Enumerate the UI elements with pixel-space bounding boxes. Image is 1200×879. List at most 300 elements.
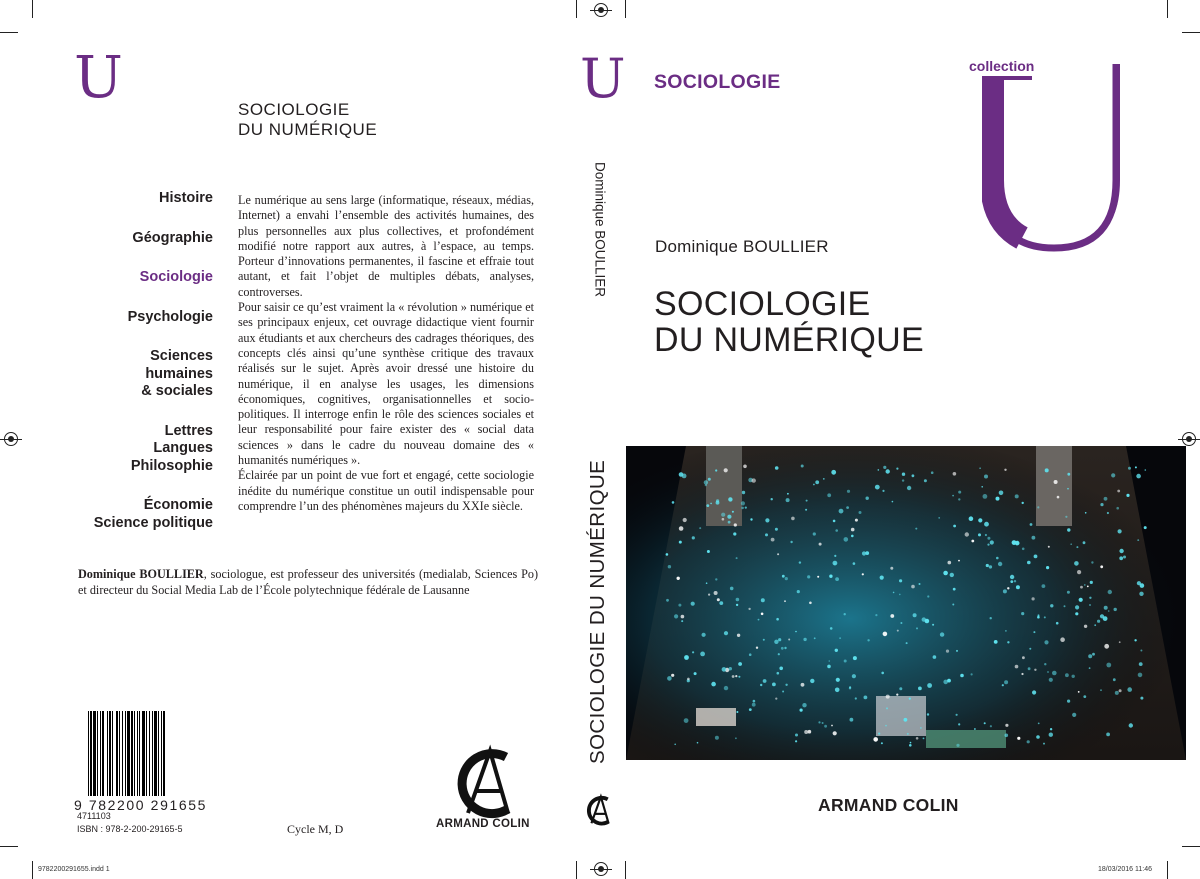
- phone-light-dot: [687, 678, 690, 681]
- phone-light-dot: [844, 660, 847, 663]
- phone-light-dot: [990, 725, 992, 727]
- phone-light-dot: [829, 575, 832, 578]
- phone-light-dot: [817, 576, 819, 578]
- phone-light-dot: [763, 679, 767, 683]
- phone-light-dot: [1037, 616, 1040, 619]
- crop-mark: [1167, 0, 1168, 18]
- phone-light-dot: [1002, 684, 1004, 686]
- isbn: ISBN : 978-2-200-29165-5: [77, 824, 183, 834]
- phone-light-dot: [1075, 605, 1079, 609]
- phone-light-dot: [771, 498, 773, 500]
- publisher-name-back: ARMAND COLIN: [436, 818, 530, 830]
- phone-light-dot: [1114, 608, 1117, 611]
- phone-light-dot: [953, 588, 956, 591]
- phone-light-dot: [986, 564, 989, 567]
- phone-light-dot: [873, 737, 878, 742]
- phone-light-dot: [1108, 590, 1112, 594]
- phone-light-dot: [1108, 610, 1110, 612]
- phone-light-dot: [1057, 496, 1060, 499]
- phone-light-dot: [775, 466, 779, 470]
- phone-light-dot: [866, 497, 869, 500]
- phone-light-dot: [1043, 743, 1045, 745]
- phone-light-dot: [984, 475, 988, 479]
- phone-light-dot: [699, 527, 701, 529]
- phone-light-dot: [965, 532, 969, 536]
- phone-light-dot: [1119, 549, 1123, 553]
- phone-light-dot: [716, 499, 719, 502]
- phone-light-dot: [1137, 539, 1139, 541]
- phone-light-dot: [958, 498, 960, 500]
- phone-light-dot: [881, 672, 884, 675]
- phone-light-dot: [835, 529, 838, 532]
- phone-light-dot: [974, 728, 976, 730]
- phone-light-dot: [1067, 528, 1070, 531]
- phone-light-dot: [990, 540, 994, 544]
- phone-light-dot: [996, 497, 1000, 501]
- phone-light-dot: [799, 561, 801, 563]
- phone-light-dot: [851, 535, 854, 538]
- armand-colin-logo-icon: [446, 743, 530, 821]
- barcode: [74, 711, 207, 813]
- phone-light-dot: [987, 544, 989, 546]
- phone-light-dot: [1042, 584, 1046, 588]
- phone-light-dot: [844, 537, 849, 542]
- phone-light-dot: [784, 600, 786, 602]
- phone-light-dot: [1065, 516, 1067, 518]
- phone-light-dot: [881, 742, 883, 744]
- phone-light-dot: [896, 694, 898, 696]
- phone-light-dot: [668, 565, 671, 568]
- phone-light-dot: [679, 526, 684, 531]
- phone-light-dot: [918, 687, 922, 691]
- phone-light-dot: [1034, 669, 1036, 671]
- phone-light-dot: [724, 468, 728, 472]
- phone-light-dot: [691, 602, 695, 606]
- phone-light-dot: [885, 725, 887, 727]
- phone-light-dot: [760, 684, 762, 686]
- phone-light-dot: [1119, 556, 1123, 560]
- phone-light-dot: [1050, 604, 1053, 607]
- phone-light-dot: [801, 683, 805, 687]
- front-author: Dominique BOULLIER: [655, 237, 829, 256]
- phone-light-dot: [1027, 740, 1030, 743]
- phone-light-dot: [835, 649, 838, 652]
- phone-light-dot: [958, 723, 960, 725]
- phone-light-dot: [1022, 548, 1025, 551]
- discipline-label: Science politique: [93, 514, 213, 531]
- phone-light-dot: [925, 619, 930, 624]
- phone-light-dot: [1145, 469, 1147, 471]
- phone-light-dot: [681, 615, 685, 619]
- phone-light-dot: [732, 675, 735, 678]
- phone-light-dot: [960, 674, 964, 678]
- phone-light-dot: [847, 490, 850, 493]
- phone-light-dot: [1022, 656, 1025, 659]
- phone-light-dot: [717, 598, 720, 601]
- phone-light-dot: [835, 577, 839, 581]
- phone-light-dot: [734, 523, 737, 526]
- phone-light-dot: [938, 517, 940, 519]
- phone-light-dot: [1038, 723, 1040, 725]
- phone-light-dot: [906, 642, 908, 644]
- phone-light-dot: [1076, 546, 1078, 548]
- phone-light-dot: [859, 511, 862, 514]
- phone-light-dot: [1100, 689, 1102, 691]
- phone-light-dot: [1089, 597, 1091, 599]
- phone-light-dot: [745, 507, 747, 509]
- phone-light-dot: [846, 506, 849, 509]
- phone-light-dot: [1067, 473, 1070, 476]
- phone-light-dot: [1056, 622, 1059, 625]
- phone-light-dot: [1064, 605, 1066, 607]
- phone-light-dot: [927, 683, 932, 688]
- phone-light-dot: [950, 573, 954, 577]
- phone-light-dot: [737, 634, 740, 637]
- phone-light-dot: [1015, 665, 1019, 669]
- phone-light-dot: [742, 491, 745, 494]
- phone-light-dot: [1087, 586, 1089, 588]
- phone-light-dot: [738, 676, 740, 678]
- phone-light-dot: [1113, 678, 1116, 681]
- phone-light-dot: [1084, 625, 1087, 628]
- phone-light-dot: [722, 667, 727, 672]
- spine-author: [590, 152, 610, 312]
- phone-light-dot: [736, 604, 738, 606]
- discipline-label: Sciences: [150, 348, 213, 364]
- phone-light-dot: [978, 518, 982, 522]
- phone-light-dot: [781, 647, 784, 650]
- phone-light-dot: [836, 678, 840, 682]
- phone-light-dot: [711, 682, 716, 687]
- phone-light-dot: [1004, 680, 1008, 684]
- phone-light-dot: [940, 632, 944, 636]
- front-title-line-2: DU NUMÉRIQUE: [654, 321, 924, 359]
- phone-light-dot: [892, 501, 894, 503]
- phone-light-dot: [886, 707, 888, 709]
- phone-light-dot: [1033, 631, 1035, 633]
- phone-light-dot: [956, 744, 959, 747]
- phone-light-dot: [865, 551, 869, 555]
- phone-light-dot: [1100, 565, 1103, 568]
- phone-light-dot: [677, 577, 680, 580]
- phone-light-dot: [1097, 620, 1100, 623]
- phone-light-dot: [971, 540, 974, 543]
- phone-light-dot: [852, 674, 856, 678]
- phone-light-dot: [886, 695, 890, 699]
- phone-light-dot: [1119, 689, 1122, 692]
- phone-light-dot: [1092, 653, 1095, 656]
- phone-light-dot: [741, 501, 745, 505]
- phone-light-dot: [765, 533, 768, 536]
- phone-light-dot: [1090, 581, 1093, 584]
- phone-light-dot: [932, 624, 934, 626]
- phone-light-dot: [735, 737, 737, 739]
- phone-light-dot: [1119, 641, 1121, 643]
- barcode-digits: 9 782200 291655: [74, 797, 207, 813]
- phone-light-dot: [692, 651, 694, 653]
- crop-mark: [1182, 846, 1200, 847]
- phone-light-dot: [724, 631, 728, 635]
- phone-light-dot: [853, 562, 856, 565]
- phone-light-dot: [730, 587, 734, 591]
- phone-light-dot: [807, 575, 810, 578]
- phone-light-dot: [752, 478, 756, 482]
- phone-light-dot: [878, 733, 880, 735]
- phone-light-dot: [890, 614, 894, 618]
- phone-light-dot: [735, 675, 737, 677]
- phone-light-dot: [721, 513, 725, 517]
- phone-light-dot: [733, 532, 736, 535]
- spine-fold-mark: [576, 861, 577, 879]
- phone-light-dot: [710, 503, 712, 505]
- phone-light-dot: [1022, 502, 1024, 504]
- phone-light-dot: [851, 528, 855, 532]
- discipline-label: Philosophie: [130, 457, 213, 474]
- phone-light-dot: [795, 631, 797, 633]
- registration-mark-icon: [594, 3, 608, 17]
- phone-light-dot: [728, 521, 731, 524]
- phone-light-dot: [666, 553, 669, 556]
- phone-light-dot: [989, 565, 992, 568]
- discipline-list: [43, 190, 213, 554]
- phone-light-dot: [1083, 541, 1086, 544]
- phone-light-dot: [1044, 616, 1046, 618]
- phone-light-dot: [890, 567, 893, 570]
- phone-light-dot: [987, 537, 990, 540]
- phone-light-dot: [916, 627, 918, 629]
- phone-light-dot: [833, 520, 836, 523]
- phone-light-dot: [736, 711, 738, 713]
- barcode-bars: [88, 711, 194, 796]
- phone-light-dot: [893, 592, 895, 594]
- phone-light-dot: [758, 619, 760, 621]
- phone-light-dot: [1005, 734, 1009, 738]
- registration-mark-icon: [1182, 432, 1196, 446]
- phone-light-dot: [724, 686, 728, 690]
- phone-light-dot: [708, 594, 710, 596]
- phone-light-dot: [999, 491, 1004, 496]
- phone-light-dot: [1135, 466, 1137, 468]
- phone-light-dot: [911, 585, 915, 589]
- phone-light-dot: [839, 637, 841, 639]
- phone-light-dot: [1111, 473, 1115, 477]
- phone-light-dot: [743, 465, 747, 469]
- phone-light-dot: [883, 632, 888, 637]
- phone-light-dot: [985, 534, 987, 536]
- phone-light-dot: [1005, 630, 1007, 632]
- discipline-label: Langues: [153, 440, 213, 456]
- phone-light-dot: [831, 725, 833, 727]
- phone-light-dot: [683, 518, 687, 522]
- phone-light-dot: [748, 608, 750, 610]
- phone-light-dot: [1044, 663, 1046, 665]
- phone-light-dot: [1037, 506, 1039, 508]
- phone-light-dot: [1034, 555, 1038, 559]
- phone-light-dot: [900, 622, 902, 624]
- phone-light-dot: [834, 555, 836, 557]
- phone-light-dot: [763, 639, 765, 641]
- phone-light-dot: [1089, 667, 1091, 669]
- discipline-item: [43, 230, 213, 248]
- phone-light-dot: [784, 647, 786, 649]
- phone-light-dot: [736, 557, 738, 559]
- phone-light-dot: [1083, 695, 1086, 698]
- phone-light-dot: [827, 493, 831, 497]
- crop-mark: [1167, 861, 1168, 879]
- phone-light-dot: [741, 507, 744, 510]
- collection-u-logo-front: U: [580, 47, 626, 110]
- crop-mark: [0, 32, 18, 33]
- phone-light-dot: [732, 511, 734, 513]
- phone-light-dot: [839, 509, 844, 514]
- phone-light-dot: [803, 638, 806, 641]
- phone-light-dot: [1106, 663, 1111, 668]
- phone-light-dot: [1107, 512, 1109, 514]
- phone-light-dot: [679, 541, 682, 544]
- phone-light-dot: [958, 491, 961, 494]
- phone-light-dot: [801, 465, 804, 468]
- phone-light-dot: [1004, 469, 1006, 471]
- phone-light-dot: [909, 744, 912, 747]
- armand-colin-logo-spine-icon: [582, 792, 618, 828]
- phone-light-dot: [672, 501, 675, 504]
- phone-light-dot: [897, 630, 899, 632]
- phone-light-dot: [971, 673, 973, 675]
- phone-light-dot: [916, 737, 919, 740]
- phone-light-dot: [923, 738, 925, 740]
- phone-light-dot: [790, 541, 792, 543]
- phone-light-dot: [902, 473, 905, 476]
- phone-light-dot: [818, 721, 820, 723]
- crowd-night-phone-lights-image: [626, 446, 1186, 760]
- phone-light-dot: [809, 602, 812, 605]
- phone-light-dot: [1094, 624, 1096, 626]
- phone-light-dot: [952, 495, 954, 497]
- phone-light-dot: [1104, 497, 1108, 501]
- series-name: SOCIOLOGIE: [654, 71, 781, 93]
- phone-light-dot: [1070, 543, 1072, 545]
- phone-light-dot: [715, 736, 719, 740]
- phone-light-dot: [1129, 723, 1133, 727]
- phone-light-dot: [778, 638, 781, 641]
- phone-light-dot: [849, 687, 851, 689]
- phone-light-dot: [827, 665, 831, 669]
- phone-light-dot: [933, 655, 937, 659]
- phone-light-dot: [983, 494, 988, 499]
- phone-light-dot: [1077, 570, 1081, 574]
- phone-light-dot: [1104, 644, 1109, 649]
- discipline-item: [43, 423, 213, 476]
- phone-light-dot: [684, 718, 689, 723]
- phone-light-dot: [810, 679, 814, 683]
- phone-light-dot: [719, 601, 723, 605]
- phone-light-dot: [795, 734, 798, 737]
- phone-light-dot: [1100, 503, 1103, 506]
- phone-light-dot: [785, 577, 788, 580]
- blurb-paragraph-3: Éclairée par un point de vue fort et engagé, cette sociologie inédite du numérique constitue un outil indispensable pour comprendre l’un des phénomènes majeurs du XXIe siècle.: [238, 468, 534, 513]
- discipline-label: Histoire: [159, 190, 213, 206]
- phone-light-dot: [958, 560, 960, 562]
- phone-light-dot: [1067, 591, 1070, 594]
- phone-light-dot: [907, 486, 911, 490]
- phone-light-dot: [775, 528, 778, 531]
- phone-light-dot: [920, 727, 922, 729]
- phone-light-dot: [896, 468, 898, 470]
- phone-light-dot: [777, 672, 780, 675]
- phone-light-dot: [786, 498, 790, 502]
- phone-light-dot: [1028, 667, 1031, 670]
- crop-mark: [1182, 32, 1200, 33]
- phone-light-dot: [671, 674, 674, 677]
- phone-light-dot: [1021, 673, 1023, 675]
- phone-light-dot: [814, 637, 816, 639]
- phone-light-dot: [1005, 724, 1008, 727]
- phone-light-dot: [862, 573, 864, 575]
- phone-light-dot: [943, 571, 948, 576]
- phone-light-dot: [946, 650, 949, 653]
- phone-light-dot: [1075, 612, 1078, 615]
- phone-light-dot: [1017, 737, 1020, 740]
- phone-light-dot: [791, 517, 795, 521]
- phone-light-dot: [835, 688, 840, 693]
- phone-light-dot: [697, 742, 699, 744]
- front-title-line-1: SOCIOLOGIE: [654, 285, 871, 323]
- phone-light-dot: [1065, 673, 1069, 677]
- phone-light-dot: [1015, 494, 1019, 498]
- phone-light-dot: [674, 614, 678, 618]
- phone-light-dot: [749, 653, 752, 656]
- phone-light-dot: [998, 562, 1002, 566]
- phone-light-dot: [674, 744, 676, 746]
- phone-light-dot: [1080, 586, 1083, 589]
- discipline-label: Économie: [143, 497, 213, 513]
- phone-light-dot: [738, 662, 742, 666]
- discipline-label: humaines: [145, 365, 213, 382]
- phone-light-dot: [715, 578, 717, 580]
- phone-light-dot: [1118, 529, 1122, 533]
- phone-light-dot: [947, 679, 951, 683]
- phone-light-dot: [771, 538, 775, 542]
- spine-title-text: SOCIOLOGIE DU NUMÉRIQUE: [586, 459, 609, 764]
- phone-light-dot: [667, 676, 672, 681]
- discipline-label: Géographie: [132, 229, 213, 246]
- phone-light-dot: [761, 598, 765, 602]
- phone-light-dot: [829, 660, 831, 662]
- phone-light-dot: [1060, 637, 1065, 642]
- phone-light-dot: [978, 533, 981, 536]
- phone-light-dot: [853, 656, 857, 660]
- phone-light-dot: [681, 620, 683, 622]
- phone-light-dot: [910, 742, 912, 744]
- phone-light-dot: [1027, 561, 1031, 565]
- phone-light-dot: [1021, 612, 1024, 615]
- phone-light-dot: [882, 490, 884, 492]
- phone-light-dot: [1049, 733, 1053, 737]
- phone-light-dot: [1030, 523, 1033, 526]
- blurb-paragraph-1: Le numérique au sens large (informatique, réseaux, médias, Internet) a envahi l’ensemble des activités humaines, des plus personnelles aux plus collectives, et profondément modifié notre rapport aux autres, à l’espace, au temps. Porteur d’innovations permanentes, il fascine et effraie tout autant, et fait l’objet de multiples débats, analyses, controverses.: [238, 193, 534, 299]
- phone-light-dot: [1088, 654, 1092, 658]
- phone-light-dot: [1089, 604, 1091, 606]
- spine-title: [586, 459, 612, 764]
- phone-light-dot: [806, 500, 808, 502]
- phone-light-dot: [756, 647, 758, 649]
- phone-light-dot: [1012, 540, 1017, 545]
- phone-light-dot: [984, 522, 989, 527]
- phone-light-dot: [969, 516, 974, 521]
- collection-u-logo-back: U: [74, 43, 123, 111]
- phone-light-dot: [752, 703, 756, 707]
- phone-light-dot: [956, 714, 958, 716]
